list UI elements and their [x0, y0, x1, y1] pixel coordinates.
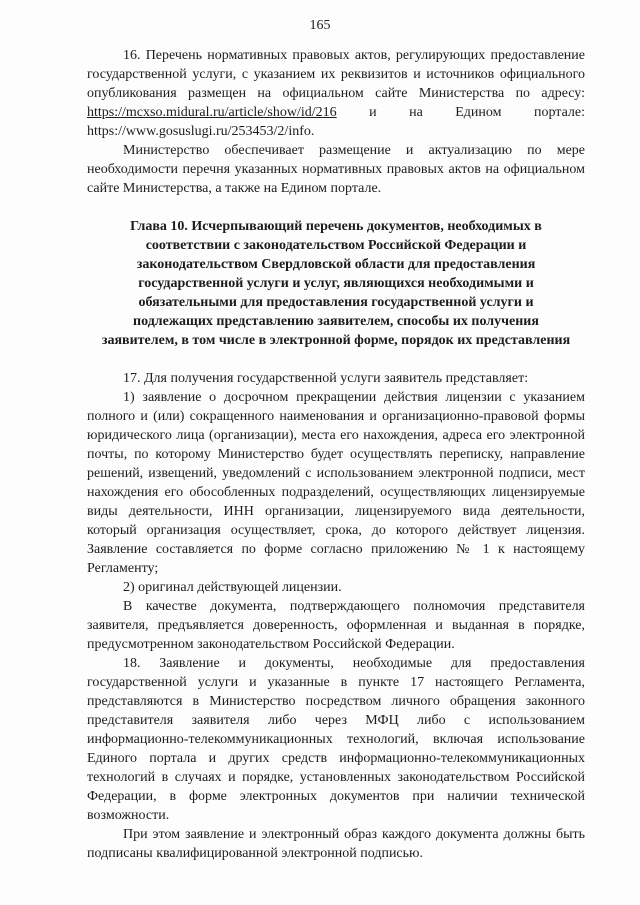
paragraph-17-item-1: 1) заявление о досрочном прекращении действия лицензии с указанием полного и (или) сокращенного наименования и организационно-правовой формы юридического лица (организации), места его нахождения, адреса его электронной почты, по которому Министерство будет осуществлять переписку, направление решений, извещений, уведомлений с использованием электронной подписи, мест нахождения его обособленных подразделений, осуществляющих лицензируемые виды деятельности, ИНН организации, лицензируемого вида деятельности, который организация осуществляет, срока, до которого действует лицензия. Заявление составляется по форме согласно приложению № 1 к настоящему Регламенту; — [87, 390, 585, 576]
ministry-site-link[interactable]: https://mcxso.midural.ru/article/show/id/216 — [87, 105, 337, 120]
document-body — [87, 46, 585, 863]
paragraph-16-lead: 16. Перечень нормативных правовых актов, регулирующих предоставление государственной услуги, с указанием их реквизитов и источников официального опубликования размещен на официальном сайте Министерства по адресу: — [87, 48, 585, 101]
paragraph-17: 17. Для получения государственной услуги заявитель представляет: — [123, 371, 529, 386]
paragraph-16-tail: и на Едином портале: https://www.gosuslugi.ru/253453/2/info. — [87, 105, 585, 139]
paragraph-16 — [87, 46, 585, 141]
paragraph-16-continuation: Министерство обеспечивает размещение и актуализацию по мере необходимости перечня указанных нормативных правовых актов на официальном сайте Министерства, а также на Едином портале. — [87, 143, 585, 196]
paragraph-18-signature: При этом заявление и электронный образ каждого документа должны быть подписаны квалифицированной электронной подписью. — [87, 827, 585, 861]
paragraph-17-representative: В качестве документа, подтверждающего полномочия представителя заявителя, предъявляется доверенность, оформленная и выданная в порядке, предусмотренном законодательством Российской Федерации. — [87, 599, 585, 652]
spacer — [87, 350, 585, 369]
paragraph-17-item-2: 2) оригинал действующей лицензии. — [123, 580, 342, 595]
spacer — [87, 198, 585, 217]
paragraph-18: 18. Заявление и документы, необходимые для предоставления государственной услуги и указанные в пункте 17 настоящего Регламента, представляются в Министерство посредством личного обращения законного представителя заявителя либо через МФЦ либо с использованием информационно-телекоммуникационных технологий, включая использование Единого портала и других средств информационно-телекоммуникационных технологий в случаях и порядке, установленных законодательством Российской Федерации, в форме электронных документов при наличии технической возможности. — [87, 656, 585, 823]
page-number: 165 — [309, 18, 331, 33]
chapter-10-heading: Глава 10. Исчерпывающий перечень документов, необходимых в соответствии с законодательством Российской Федерации и законодательством Свердловской области для предоставления государственной услуги и услуг, являющихся необходимыми и обязательными для предоставления государственной услуги и подлежащих представлению заявителем, способы их получения заявителем, в том числе в электронной форме, порядок их представления — [101, 219, 571, 348]
